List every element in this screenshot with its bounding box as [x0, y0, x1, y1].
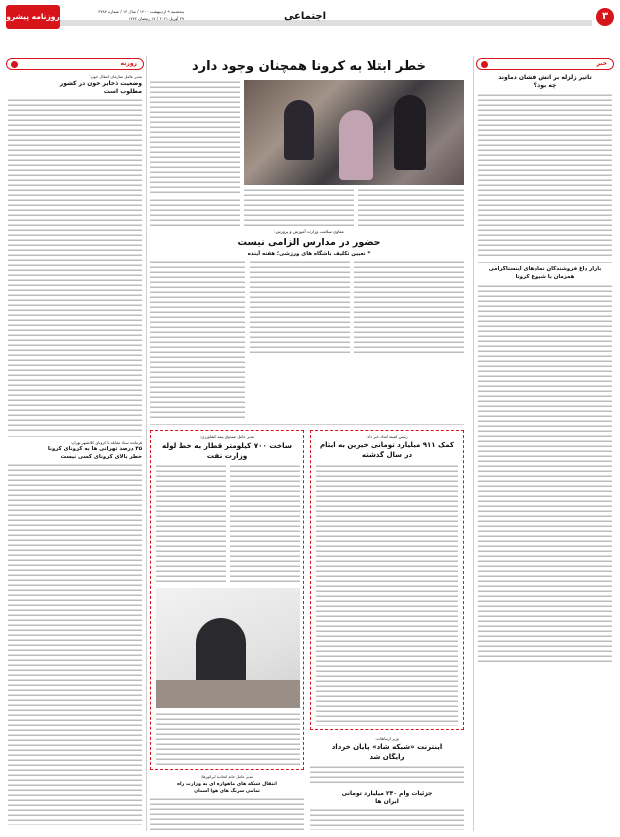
left-story2-headline: ۴۵ درصد تهرانی ها به کرونای کرونا	[47, 446, 142, 452]
mid-story1-sub: وزارت نفت	[206, 451, 248, 460]
bottom-story1-body	[310, 765, 464, 785]
bottom-story3-sub: تمامی سرنگ های هوا آسمان	[194, 789, 260, 794]
mid-story2-sub: در سال گذشته	[361, 451, 413, 459]
bottom-story2-headline: جزئیات وام ۲۴۰ میلیارد تومانی	[341, 790, 433, 797]
bottom-story3-body	[150, 797, 304, 830]
left-headline: وضعیت ذخایر خون در کشور	[59, 80, 142, 87]
photo-figure	[394, 95, 426, 170]
main-sub-kicker: * تعیین تکلیف باشگاه های ورزشی؛ هفته آینده	[247, 251, 371, 257]
divider	[150, 424, 464, 425]
tab-khabar	[476, 58, 614, 70]
tab-label: روزنه	[120, 60, 137, 67]
right-story2-body	[478, 284, 612, 664]
photo-figure	[339, 110, 373, 180]
mid-story1-body-c	[156, 712, 300, 766]
main-story-body-a	[244, 188, 354, 226]
bottom-story3-headline: انتقال شبکه های ماهواره ای به وزارت راه	[177, 782, 277, 787]
main-headline: خطر ابتلا به کرونا همچنان وجود دارد	[192, 59, 426, 74]
left-story2-body	[8, 463, 142, 825]
mid-story2-body	[316, 464, 458, 726]
main-photo	[244, 80, 464, 185]
right-story1-body	[478, 93, 612, 258]
bottom-story3-kicker: مدیر عامل خانه اتحادیه اپراتورها:	[201, 774, 253, 779]
bottom-story2-body	[310, 808, 464, 830]
main-story-body-e	[250, 260, 350, 356]
left-story1-body	[8, 98, 142, 434]
date-line-2: ۲۹ آوریل ۲۰۲۱ / ۱۷ رمضان ۱۴۴۲	[128, 16, 184, 21]
main-story-body-f	[354, 260, 464, 356]
right-story1-sub: چه بود؟	[533, 82, 557, 89]
logo: روزنامه پیشرو	[6, 5, 60, 29]
mid-story1-body-b	[230, 464, 300, 584]
section-title: اجتماعی	[283, 11, 327, 22]
mid-story1-body-a	[156, 464, 226, 584]
photo-desk	[156, 680, 300, 708]
divider	[473, 56, 474, 831]
main-story-intro	[150, 80, 240, 195]
page-number-badge: ۳	[596, 8, 614, 26]
date-line-1: پنجشنبه ۹ اردیبهشت ۱۴۰۰ / سال ۱۴ / شماره ۳۷۸۴	[98, 9, 184, 14]
bottom-story1-sub: رایگان شد	[369, 753, 405, 761]
main-kicker: معاون سلامت وزارت آموزش و پرورش:	[274, 229, 344, 234]
photo-figure	[284, 100, 314, 160]
mid-story1-photo	[156, 588, 300, 708]
masthead	[0, 0, 620, 36]
tab-marker-icon	[11, 61, 18, 68]
left-kicker: مدیر عامل سازمان انتقال خون:	[89, 74, 142, 79]
right-story2-headline: بازار داغ فروشندگان نمادهای اینستاگرامی	[488, 266, 602, 272]
tab-rozaneh	[6, 58, 144, 70]
bottom-story2-sub: ایران ها	[375, 798, 399, 805]
main-sub-headline: حضور در مدارس الزامی نیست	[237, 237, 381, 248]
mid-story1-headline: ساخت ۷۰۰ کیلومتر قطار به خط لوله	[162, 441, 292, 450]
mid-story2-headline: کمک ۹۱۱ میلیارد تومانی خیرین به ایتام	[320, 441, 454, 449]
main-story-body-c	[150, 198, 240, 226]
right-story2-sub: همزمان با شیوع کرونا	[515, 274, 575, 280]
mid-story1-kicker: مدیر عامل صندوق بیمه کشاورزی:	[199, 434, 255, 439]
left-sub: مطلوب است	[103, 88, 142, 95]
left-story2-kicker: فرمانده ستاد مقابله با کرونای کلانشهر تهران:	[70, 440, 142, 445]
bottom-story1-kicker: وزیر ارتباطات:	[375, 736, 399, 741]
bottom-story1-headline: اینترنت «شبکه شاد» پایان خرداد	[331, 743, 443, 751]
tab-label: خبر	[596, 60, 607, 67]
left-story2-sub: خطر بالای کرونای کسی نیست	[60, 454, 142, 460]
right-story1-headline: تاثیر زلزله بر آتش فشان دماوند	[498, 74, 592, 81]
main-story-body-d	[150, 260, 245, 420]
divider	[478, 262, 612, 263]
tab-marker-icon	[481, 61, 488, 68]
mid-story2-kicker: رئیس کمیته امداد خبر داد:	[366, 434, 408, 439]
divider	[146, 56, 147, 831]
divider	[8, 436, 142, 437]
main-story-body-b	[358, 188, 464, 226]
